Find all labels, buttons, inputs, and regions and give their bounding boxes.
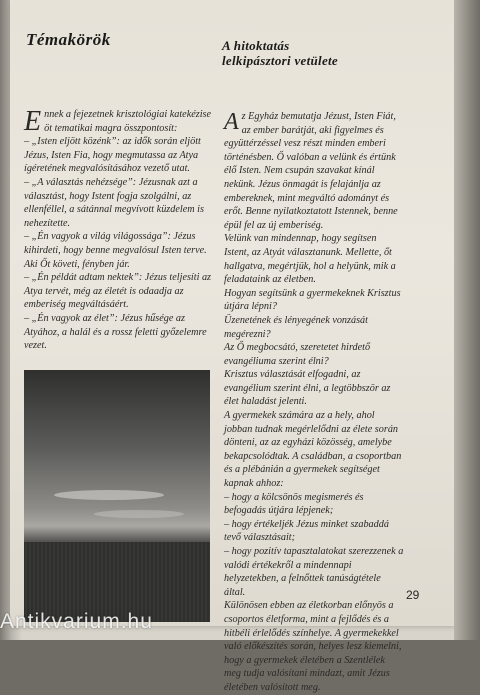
left-lead-text: nnek a fejezetnek krisztológiai katekézise öt tematikai magra összpontosít: <box>44 109 212 134</box>
left-item: – „A választás nehézsége”: Jézusnak azt a választást, hogy Istent fogja szolgálni, az ellenféllel, a sátánnal megvívott küzdelem is nehezítette. <box>24 176 204 229</box>
right-paragraph: – hogy a kölcsönös megismerés és befogadás útjára lépjenek; <box>224 491 364 517</box>
right-heading-line-2: lelkipásztori vetülete <box>222 53 339 68</box>
right-paragraph: – hogy pozitív tapasztalatokat szerezzenek a valódi értékekről a mindennapi helyzetekben, a felnőttek tanúságtétele által. <box>224 546 404 598</box>
right-paragraph <box>224 110 404 232</box>
right-paragraph: Üzenetének és lényegének vonzását megérezni? <box>224 314 368 340</box>
left-heading: Témakörök <box>26 30 111 49</box>
right-paragraph: Velünk van mindennap, hogy segítsen Istent, az Atyát választanunk. Mellette, őt hallgatva, megértjük, hol a helyünk, mik a feladataink az életben. <box>224 233 396 286</box>
right-paragraph: Krisztus választását elfogadni, az evangélium szerint élni, a legtöbbször az élet haladást jelenti. <box>224 369 391 408</box>
watermark: Antikvarium.hu <box>0 610 153 633</box>
left-item: – „Én vagyok a világ világossága”: Jézus kihirdeti, hogy benne megvalósul Isten terve. Aki Őt követi, fényben jár. <box>24 231 207 270</box>
right-heading-line-1: A hitoktatás <box>222 38 290 53</box>
left-column <box>24 108 212 353</box>
left-item: – „Isten eljött közénk”: az idők során eljött Jézus, Isten Fia, hogy megmutassa az Atya ígéretének megvalósításához vezető utat. <box>24 136 201 175</box>
right-heading <box>222 38 422 68</box>
left-lead-paragraph <box>24 108 212 135</box>
cloud-shape <box>54 490 164 500</box>
right-paragraph: A gyermekek számára az a hely, ahol jobban tudnak megérlelődni az élete során dönteni, az az egyházi közösség, amelybe bekapcsolódtak. A családban, a csoportban és a plébánián a gyermekek segítséget kapnak ahhoz: <box>224 410 402 490</box>
book-page <box>10 0 454 693</box>
right-dropcap: A <box>224 109 239 135</box>
right-paragraph: – hogy értékeljék Jézus minket szabaddá tevő választásait; <box>224 518 389 544</box>
left-item: – „Én példát adtam nektek”: Jézus teljesíti az Atya tervét, még az életét is odaadja az emberiség megváltásáért. <box>24 272 212 311</box>
left-dropcap: E <box>24 106 42 137</box>
sky-landscape-photo <box>24 370 210 622</box>
right-paragraph-text: z Egyház bemutatja Jézust, Isten Fiát, az ember barátját, aki figyelmes és együttérzéssel vesz részt minden emberi történésben. Ő valóban a velünk és értünk élő Isten. Nem csupán szavakat kínál nekünk. Jézus önmagát is felajánlja az embereknek, mint megváltó adományt és erőt. Benne nyilatkoztatott Istennek, benne épül fel az új emberiség. <box>224 111 398 231</box>
right-paragraph: Az Ő megbocsátó, szeretetet hirdető evangéliuma szerint élni? <box>224 342 371 367</box>
right-paragraph: Különösen ebben az életkorban előnyös a csoportos életforma, mint a fejlődés és a hitbéli érlelődés színhelye. A gyermekekkel való előkészítés során, helyes lesz kiemelni, hogy a gyermekek életében a Szentlélek meg tudja valósítani mindazt, amit Jézus életében valósított meg. <box>224 600 402 693</box>
left-item: – „Én vagyok az élet”: Jézus hűsége az Atyához, a halál és a rossz feletti győzelemre vezet. <box>24 312 207 352</box>
page-number: 29 <box>406 588 420 602</box>
right-paragraph: Hogyan segítsünk a gyermekeknek Krisztus útjára lépni? <box>224 287 401 313</box>
page-edge-shadow <box>454 0 480 640</box>
cloud-shape <box>94 510 184 518</box>
right-column <box>224 110 404 695</box>
